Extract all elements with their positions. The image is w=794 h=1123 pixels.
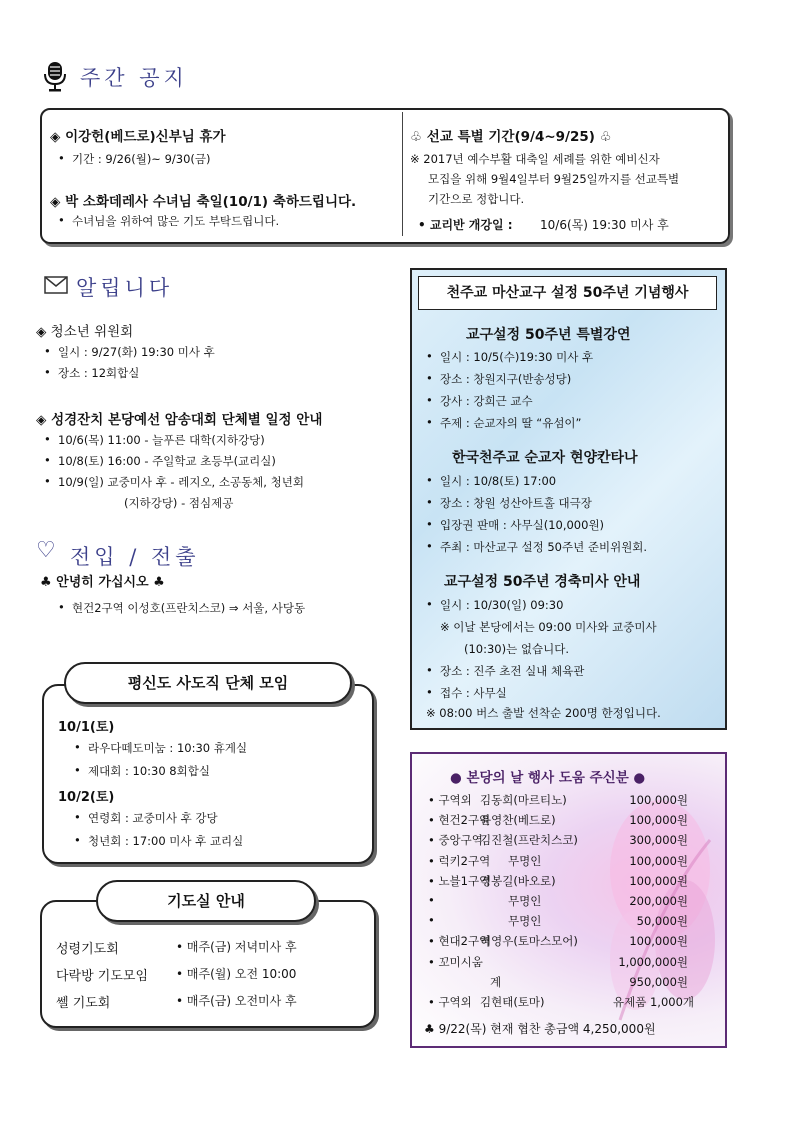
meeting-1-2: • 제대회 : 10:30 8회합실	[88, 763, 210, 779]
lecture-line-4: • 주제 : 순교자의 딸 “유섬이”	[440, 415, 582, 431]
cantata-line-3: • 입장권 판매 : 사무실(10,000원)	[440, 517, 604, 533]
donor-name: 계	[490, 974, 502, 989]
farewell-label: ♣ 안녕히 가십시오 ♣	[40, 575, 165, 590]
donors-title: ● 본당의 날 행사 도움 주신분 ●	[450, 770, 646, 786]
bible-schedule-3-cont: (지하강당) - 점심제공	[124, 496, 234, 510]
prayer-row-3-name: 쎌 기도회	[56, 996, 111, 1011]
donor-name: 윤영찬(베드로)	[480, 813, 556, 828]
prayer-row-2-name: 다락방 기도모임	[56, 969, 149, 984]
prayer-row-2-time: • 매주(월) 오전 10:00	[176, 967, 297, 981]
bible-schedule-1: • 10/6(목) 11:00 - 늘푸른 대학(지하강당)	[58, 432, 265, 448]
donor-amount: 100,000원	[629, 853, 688, 868]
donor-name: 김동희(마르티노)	[480, 793, 567, 807]
mass-line-6: ※ 08:00 버스 출발 선착순 200명 한정입니다.	[426, 706, 661, 720]
donor-amount: 1,000,000원	[618, 954, 688, 969]
prayer-row-1-name: 성령기도회	[56, 942, 119, 957]
prayer-row-1-time: • 매주(금) 저녁미사 후	[176, 940, 297, 954]
donor-area: • 럭키2구역	[428, 853, 491, 868]
donor-name: 허영우(토마스모어)	[480, 934, 578, 949]
meeting-2-1: • 연령회 : 교중미사 후 강당	[88, 810, 218, 826]
donor-area: • 구역외	[428, 793, 472, 807]
donor-area: • 현건2구역	[428, 813, 491, 828]
donor-amount: 100,000원	[629, 934, 688, 949]
youth-committee-title: ◈ 청소년 위원회	[36, 324, 134, 340]
mass-line-2: ※ 이날 본당에서는 09:00 미사와 교중미사	[440, 620, 657, 634]
donor-name: 김현태(토마)	[480, 995, 545, 1009]
donor-amount: 950,000원	[629, 974, 688, 989]
donation-total: ♣ 9/22(목) 현재 협찬 총금액 4,250,000원	[424, 1022, 656, 1036]
envelope-icon	[44, 276, 68, 294]
notices-heading: 알립니다	[76, 276, 174, 300]
donor-amount: 100,000원	[629, 873, 688, 888]
bible-schedule-3: • 10/9(일) 교중미사 후 - 레지오, 소공동체, 청년회	[58, 474, 304, 490]
donor-name: 김진철(프란치스코)	[480, 833, 578, 848]
transfer-heading: 전입 / 전출	[70, 545, 200, 569]
bible-schedule-2: • 10/8(토) 16:00 - 주일학교 초등부(교리실)	[58, 453, 276, 469]
meetings-title: 평신도 사도직 단체 모임	[64, 662, 352, 704]
cantata-line-2: • 장소 : 창원 성산아트홀 대극장	[440, 495, 592, 511]
donor-area: •	[428, 913, 435, 928]
prayer-row-3-time: • 매주(금) 오전미사 후	[176, 994, 297, 1008]
cantata-line-4: • 주최 : 마산교구 설정 50주년 준비위원회.	[440, 539, 647, 555]
donor-amount: 100,000원	[629, 793, 688, 807]
lecture-line-2: • 장소 : 창원지구(반송성당)	[440, 371, 571, 387]
bible-contest-title: ◈ 성경잔치 본당예선 암송대회 단체별 일정 안내	[36, 412, 323, 428]
donor-area: • 꼬미시움	[428, 954, 483, 969]
donor-name: 무명인	[508, 894, 542, 908]
mass-title: 교구설정 50주년 경축미사 안내	[444, 574, 641, 590]
vacation-detail: • 기간 : 9/26(월)~ 9/30(금)	[72, 151, 211, 167]
donor-area: • 현대2구역	[428, 934, 491, 949]
lecture-title: 교구설정 50주년 특별강연	[466, 327, 631, 343]
feast-detail: • 수녀님을 위하여 많은 기도 부탁드립니다.	[72, 213, 279, 229]
donor-area: •	[428, 893, 435, 907]
donor-name: 무명인	[508, 853, 542, 868]
weekly-box-divider	[402, 112, 403, 236]
meeting-date-1: 10/1(토)	[58, 720, 115, 735]
donor-amount: 300,000원	[629, 833, 688, 848]
anniversary-event-title: 천주교 마산교구 설정 50주년 기념행사	[418, 276, 717, 310]
class-start-value: 10/6(목) 19:30 미사 후	[540, 218, 669, 232]
donor-amount: 50,000원	[636, 914, 688, 929]
mass-line-1: • 일시 : 10/30(일) 09:30	[440, 597, 563, 613]
transfer-item: • 현건2구역 이성호(프란치스코) ⇒ 서울, 사당동	[72, 600, 305, 616]
youth-date: • 일시 : 9/27(화) 19:30 미사 후	[58, 344, 215, 360]
mission-note-2: 모집을 위해 9월4일부터 9월25일까지를 선교특별	[428, 172, 680, 186]
mass-line-3: (10:30)는 없습니다.	[464, 642, 569, 656]
donor-area: • 중앙구역	[428, 833, 483, 848]
mission-note-3: 기간으로 정합니다.	[428, 192, 525, 206]
prayer-title: 기도실 안내	[96, 880, 316, 922]
mission-period-title: ♧ 선교 특별 기간(9/4~9/25) ♧	[410, 129, 612, 145]
feast-title: ◈ 박 소화데레사 수녀님 축일(10/1) 축하드립니다.	[50, 194, 357, 210]
donor-area: • 노블1구역	[428, 873, 491, 888]
donor-amount: 200,000원	[629, 894, 688, 908]
microphone-icon	[42, 60, 68, 92]
weekly-notice-heading: 주간 공지	[80, 66, 188, 90]
class-start-label: • 교리반 개강일 :	[418, 218, 513, 232]
meeting-1-1: • 라우다떼도미눔 : 10:30 휴게실	[88, 740, 247, 756]
mission-note-1: ※ 2017년 예수부활 대축일 세례를 위한 예비신자	[410, 152, 660, 166]
donor-amount: 유제품 1,000개	[612, 995, 694, 1009]
donor-area: • 구역외	[428, 995, 472, 1009]
meeting-date-2: 10/2(토)	[58, 790, 115, 805]
donor-name: 정봉길(바오로)	[480, 873, 556, 888]
youth-place: • 장소 : 12회합실	[58, 365, 139, 381]
donor-name: 무명인	[508, 914, 542, 929]
cantata-title: 한국천주교 순교자 현양칸타나	[452, 450, 638, 466]
lecture-line-1: • 일시 : 10/5(수)19:30 미사 후	[440, 349, 593, 365]
donor-amount: 100,000원	[629, 813, 688, 828]
heart-icon: ♡	[36, 538, 56, 563]
vacation-title: ◈ 이강헌(베드로)신부님 휴가	[50, 129, 226, 145]
mass-line-4: • 장소 : 진주 초전 실내 체육관	[440, 663, 584, 679]
mass-line-5: • 접수 : 사무실	[440, 685, 507, 701]
cantata-line-1: • 일시 : 10/8(토) 17:00	[440, 473, 556, 489]
meeting-2-2: • 청년회 : 17:00 미사 후 교리실	[88, 833, 243, 849]
lecture-line-3: • 강사 : 강희근 교수	[440, 393, 533, 409]
